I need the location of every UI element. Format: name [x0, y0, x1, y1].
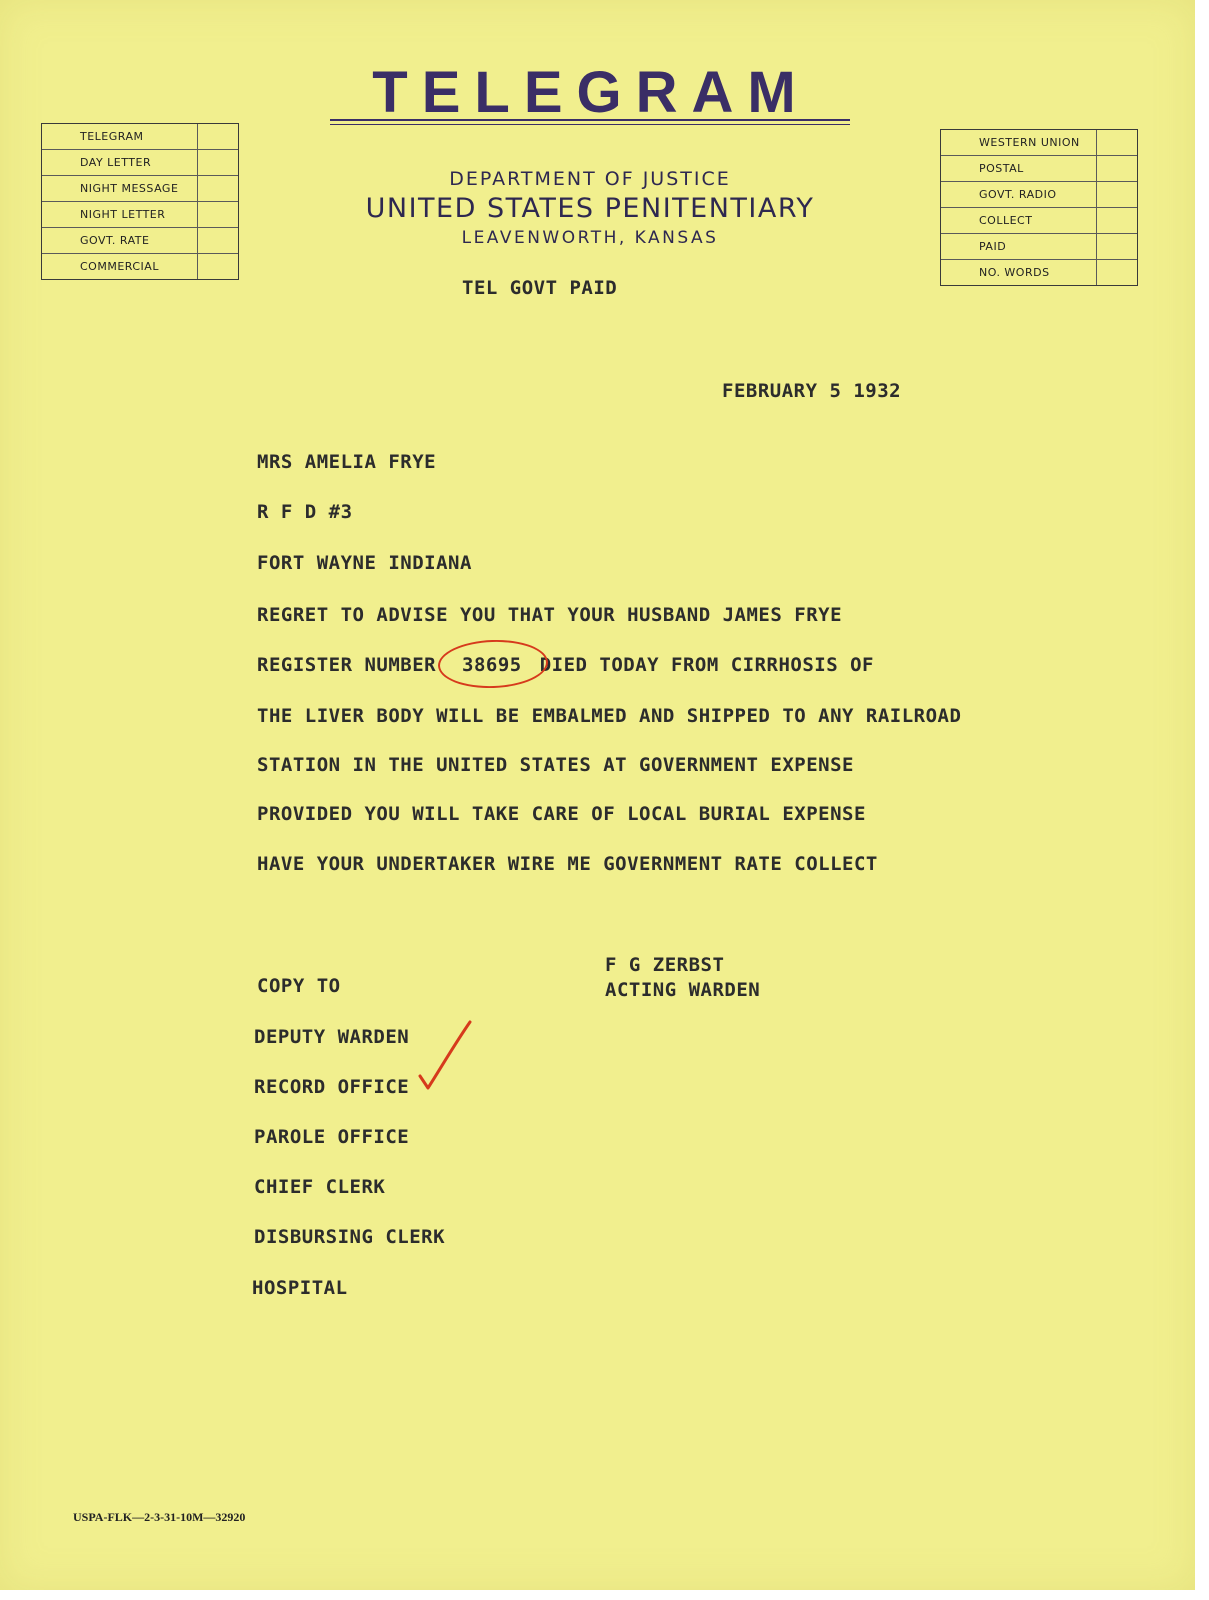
message-class-label: DAY LETTER: [80, 156, 152, 169]
carrier-label: WESTERN UNION: [979, 136, 1080, 149]
carrier-row: [941, 156, 1137, 182]
copy-recipient: RECORD OFFICE: [254, 1076, 410, 1098]
carrier-row: [941, 234, 1137, 260]
form-code: USPA-FLK—2-3-31-10M—32920: [73, 1510, 246, 1524]
institution-name: UNITED STATES PENITENTIARY: [365, 193, 815, 224]
carrier-row: [941, 182, 1137, 208]
department-name: DEPARTMENT OF JUSTICE: [449, 168, 731, 190]
message-class-label: TELEGRAM: [80, 130, 144, 143]
carrier-row: [941, 208, 1137, 234]
message-class-box: [41, 123, 239, 280]
body-line-3: THE LIVER BODY WILL BE EMBALMED AND SHIPPED TO ANY RAILROAD: [257, 705, 962, 727]
body-line-2-suffix: DIED TODAY FROM CIRRHOSIS OF: [539, 654, 874, 676]
routing-line: TEL GOVT PAID: [462, 277, 618, 299]
title-rule-bottom: [330, 124, 850, 125]
carrier-mark: [1096, 182, 1137, 207]
carrier-mark: [1096, 208, 1137, 233]
message-class-row: [42, 124, 238, 150]
message-class-mark: [197, 176, 238, 201]
carrier-mark: [1096, 130, 1137, 155]
message-class-row: [42, 176, 238, 202]
message-class-mark: [197, 124, 238, 149]
telegram-date: FEBRUARY 5 1932: [722, 380, 902, 402]
carrier-mark: [1096, 260, 1137, 285]
message-class-row: [42, 202, 238, 228]
message-class-row: [42, 150, 238, 176]
carrier-label: PAID: [979, 240, 1007, 253]
message-class-label: COMMERCIAL: [80, 260, 159, 273]
signature-title: ACTING WARDEN: [605, 979, 761, 1001]
title-rule-top: [330, 119, 850, 121]
message-class-label: NIGHT LETTER: [80, 208, 166, 221]
message-class-mark: [197, 254, 238, 279]
copy-recipient: PAROLE OFFICE: [254, 1126, 410, 1148]
carrier-label: POSTAL: [979, 162, 1024, 175]
register-number-circle: [437, 638, 549, 690]
carrier-row: [941, 130, 1137, 156]
addressee-name: MRS AMELIA FRYE: [257, 451, 437, 473]
carrier-mark: [1096, 156, 1137, 181]
copy-recipient: DISBURSING CLERK: [254, 1226, 446, 1248]
body-line-2: [257, 654, 874, 676]
message-class-mark: [197, 202, 238, 227]
body-line-4: STATION IN THE UNITED STATES AT GOVERNMENT EXPENSE: [257, 754, 854, 776]
addressee-city: FORT WAYNE INDIANA: [257, 552, 472, 574]
copy-recipient: HOSPITAL: [252, 1277, 348, 1299]
message-class-label: GOVT. RATE: [80, 234, 150, 247]
carrier-label: NO. WORDS: [979, 266, 1050, 279]
signature-name: F G ZERBST: [605, 954, 725, 976]
body-line-2-prefix: REGISTER NUMBER: [257, 654, 437, 676]
copy-recipient: DEPUTY WARDEN: [254, 1026, 410, 1048]
carrier-mark: [1096, 234, 1137, 259]
body-line-1: REGRET TO ADVISE YOU THAT YOUR HUSBAND JAMES FRYE: [257, 604, 843, 626]
institution-location: LEAVENWORTH, KANSAS: [461, 228, 719, 248]
carrier-box: [940, 129, 1138, 286]
carrier-row: [941, 260, 1137, 285]
copy-recipient: CHIEF CLERK: [254, 1176, 386, 1198]
message-class-row: [42, 254, 238, 279]
carrier-label: GOVT. RADIO: [979, 188, 1057, 201]
red-check-mark-icon: [414, 1018, 476, 1098]
message-class-row: [42, 228, 238, 254]
message-class-mark: [197, 150, 238, 175]
copy-to-heading: COPY TO: [257, 975, 341, 997]
addressee-route: R F D #3: [257, 501, 353, 523]
body-line-6: HAVE YOUR UNDERTAKER WIRE ME GOVERNMENT RATE COLLECT: [257, 853, 878, 875]
telegram-title: TELEGRAM: [372, 60, 810, 125]
message-class-label: NIGHT MESSAGE: [80, 182, 179, 195]
register-number: 38695: [462, 654, 522, 676]
message-class-mark: [197, 228, 238, 253]
body-line-5: PROVIDED YOU WILL TAKE CARE OF LOCAL BURIAL EXPENSE: [257, 803, 866, 825]
carrier-label: COLLECT: [979, 214, 1033, 227]
